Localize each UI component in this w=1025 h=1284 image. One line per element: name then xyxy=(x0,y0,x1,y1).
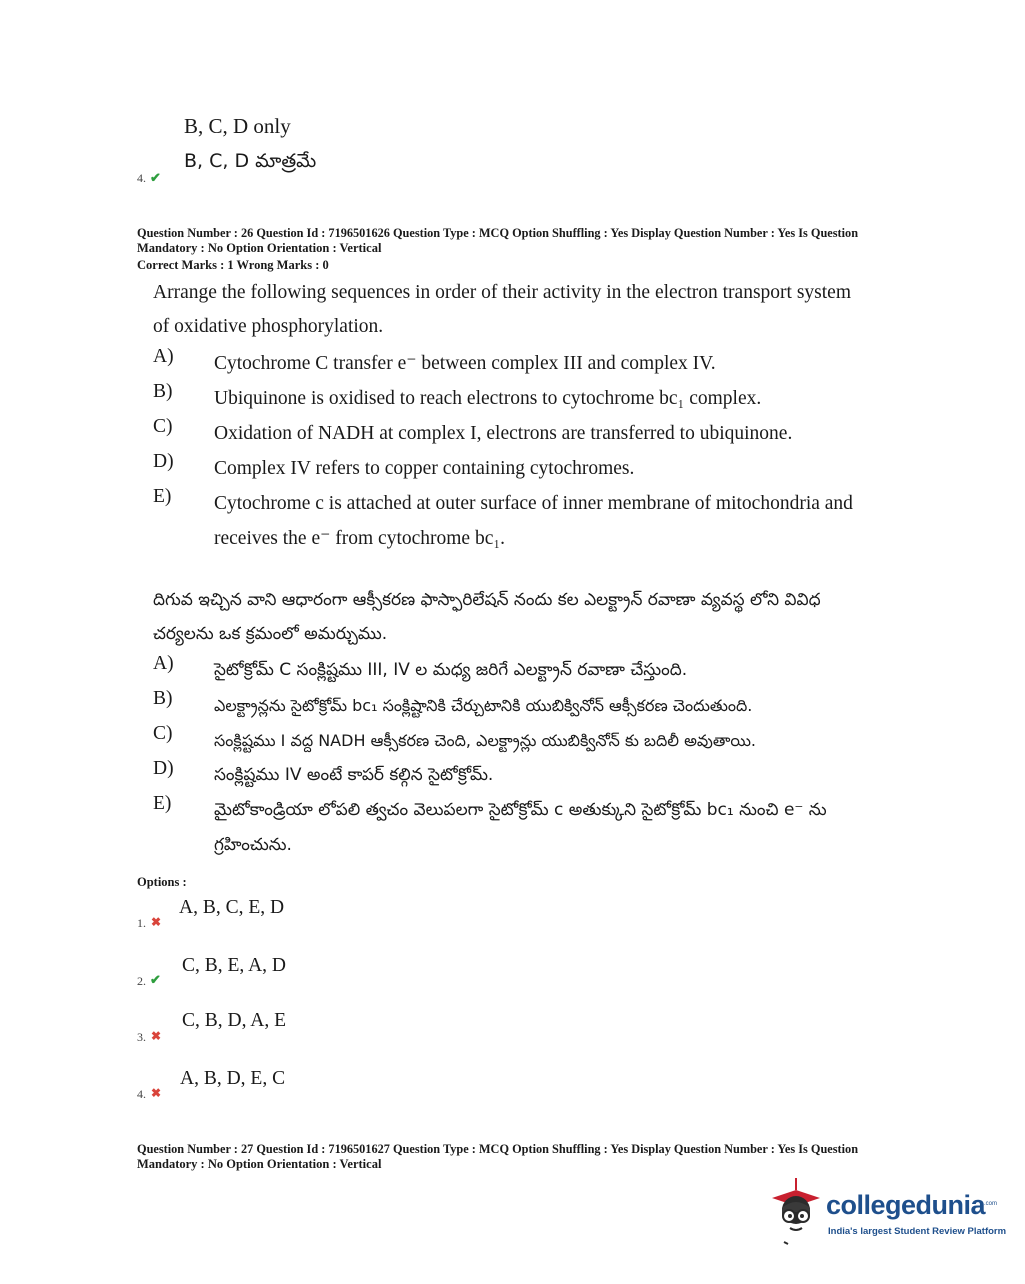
q26-marks: Correct Marks : 1 Wrong Marks : 0 xyxy=(137,258,329,272)
item-label: D) xyxy=(153,451,174,472)
option-text: C, B, D, A, E xyxy=(182,1010,287,1031)
q26-item-en-b xyxy=(153,381,913,416)
q26-item-te-a xyxy=(153,653,913,688)
q26-metadata xyxy=(137,226,937,273)
q26-stem-english xyxy=(153,276,913,344)
item-text: Oxidation of NADH at complex I, electrons are transferred to ubiquinone. xyxy=(214,423,793,444)
correct-check-icon: ✔ xyxy=(150,972,161,987)
option-number: 2. xyxy=(137,974,146,988)
q26-stem-en-line2: of oxidative phosphorylation. xyxy=(153,316,384,337)
option-text: C, B, E, A, D xyxy=(182,955,287,976)
option-4[interactable] xyxy=(137,1068,537,1104)
q27-metadata xyxy=(137,1142,937,1172)
q26-item-en-c xyxy=(153,416,913,451)
q27-meta-line1: Question Number : 27 Question Id : 7196501627 Question Type : MCQ Option Shuffling : Yes Display Question Number : Yes Is Question xyxy=(137,1142,859,1156)
q26-meta-line1: Question Number : 26 Question Id : 7196501626 Question Type : MCQ Option Shuffling : Yes Display Question Number : Yes Is Question xyxy=(137,226,859,240)
logo-suffix: .com xyxy=(984,1201,998,1207)
item-label: B) xyxy=(153,381,173,402)
q27-meta-line2: Mandatory : No Option Orientation : Vertical xyxy=(137,1157,382,1171)
q26-item-en-e xyxy=(153,486,913,556)
item-text: Ubiquinone is oxidised to reach electrons to cytochrome bc₁ complex. xyxy=(214,388,762,409)
logo-tagline: India's largest Student Review Platform xyxy=(828,1226,1007,1237)
logo-wordmark: collegedunia xyxy=(826,1190,986,1220)
wrong-cross-icon: ✖ xyxy=(151,1029,162,1043)
q26-stem-telugu xyxy=(153,583,913,651)
correct-check-icon: ✔ xyxy=(150,170,161,185)
options-label: Options : xyxy=(137,875,187,889)
item-text: Cytochrome c is attached at outer surface of inner membrane of mitochondria and receives the e⁻ from cytochrome bc₁. xyxy=(214,493,853,549)
item-text: సంక్లిష్టము I వద్ద NADH ఆక్సీకరణ చెంది, ఎలక్ట్రాన్లు యుబిక్వినోన్ కు బదిలీ అవుతాయి. xyxy=(214,731,756,750)
item-label: A) xyxy=(153,653,174,674)
option-2[interactable] xyxy=(137,955,537,991)
q26-item-te-c xyxy=(153,723,913,758)
item-label: E) xyxy=(153,793,172,814)
item-text: సంక్లిష్టము IV అంటే కాపర్ కల్గిన సైటోక్రోమ్. xyxy=(214,765,494,785)
q26-meta-line2: Mandatory : No Option Orientation : Vertical xyxy=(137,241,382,255)
option-text: A, B, C, E, D xyxy=(179,897,285,918)
q26-stem-te-line2: చర్యలను ఒక క్రమంలో అమర్చుము. xyxy=(153,624,388,644)
option-number: 4. xyxy=(137,171,146,185)
item-label: C) xyxy=(153,416,173,437)
item-text: సైటోక్రోమ్ C సంక్లిష్టము III, IV ల మధ్య జరిగే ఎలక్ట్రాన్ రవాణా చేస్తుంది. xyxy=(214,660,688,680)
mascot-icon xyxy=(766,1178,826,1248)
prev-option4-english: B, C, D only xyxy=(184,114,291,138)
option-1[interactable] xyxy=(137,897,537,933)
wrong-cross-icon: ✖ xyxy=(151,1086,162,1100)
item-text: ఎలక్ట్రాన్లను సైటోక్రోమ్ bc₁ సంక్లిష్టానికి చేర్చుటానికి యుబిక్వినోన్ ఆక్సీకరణ చెందుతుంది. xyxy=(214,696,753,715)
q26-stem-te-line1: దిగువ ఇచ్చిన వాని ఆధారంగా ఆక్సీకరణ ఫాస్ఫారిలేషన్ నందు కల ఎలక్ట్రాన్ రవాణా వ్యవస్థ లోని వివిధ xyxy=(153,590,821,610)
q26-item-te-d xyxy=(153,758,913,793)
option-number: 4. xyxy=(137,1087,146,1101)
q26-item-en-a xyxy=(153,346,913,381)
q26-item-te-b xyxy=(153,688,913,723)
option-number: 3. xyxy=(137,1030,146,1044)
item-label: A) xyxy=(153,346,174,367)
collegedunia-logo xyxy=(766,1178,1007,1248)
q26-item-te-e xyxy=(153,793,913,863)
wrong-cross-icon: ✖ xyxy=(151,915,162,929)
item-text: మైటోకాండ్రియా లోపలి త్వచం వెలుపలగా సైటోక్రోమ్ c అతుక్కుని సైటోక్రోమ్ bc₁ నుంచి e⁻ ను గ్రహించును. xyxy=(214,800,827,855)
prev-option4-telugu: B, C, D మాత్రమే xyxy=(184,150,317,172)
option-text: A, B, D, E, C xyxy=(180,1068,286,1089)
item-label: E) xyxy=(153,486,172,507)
prev-option4-number-marker xyxy=(137,169,161,187)
item-label: B) xyxy=(153,688,173,709)
option-number: 1. xyxy=(137,916,146,930)
option-3[interactable] xyxy=(137,1010,537,1046)
q26-stem-en-line1: Arrange the following sequences in order of their activity in the electron transport system xyxy=(153,282,851,303)
item-text: Complex IV refers to copper containing cytochromes. xyxy=(214,458,635,479)
item-label: C) xyxy=(153,723,173,744)
item-label: D) xyxy=(153,758,174,779)
q26-item-en-d xyxy=(153,451,913,486)
item-text: Cytochrome C transfer e⁻ between complex III and complex IV. xyxy=(214,353,716,374)
